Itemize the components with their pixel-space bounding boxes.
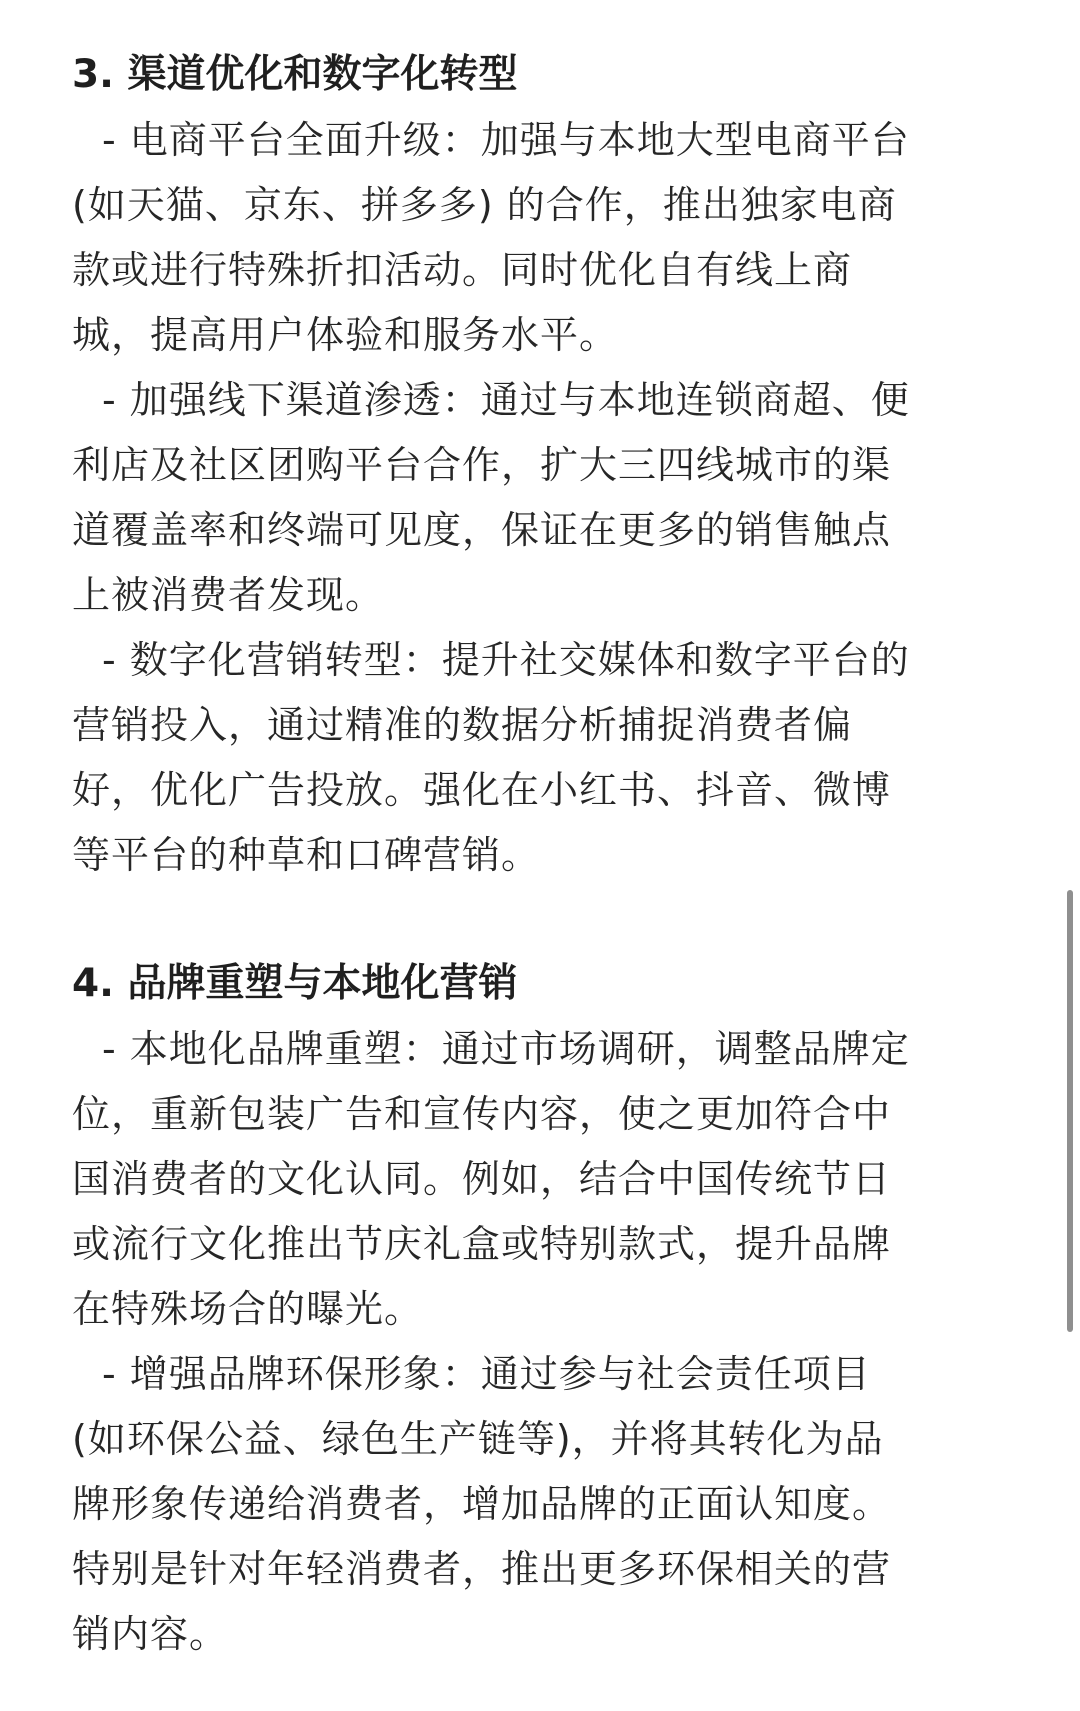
text-line: 款或进行特殊折扣活动。同时优化自有线上商 (72, 248, 853, 292)
section-title: 3. 渠道优化和数字化转型 (72, 52, 518, 97)
bullet-local-brand (72, 1017, 1002, 1342)
text-line: 位，重新包装广告和宣传内容，使之更加符合中 (72, 1092, 892, 1136)
text-line: 城，提高用户体验和服务水平。 (72, 313, 619, 357)
text-line: 在特殊场合的曝光。 (72, 1287, 424, 1331)
section-channel-optimization (72, 42, 1002, 888)
scrollbar-thumb[interactable] (1067, 890, 1073, 1332)
section-brand-reshaping (72, 951, 1002, 1667)
text-line: - 加强线下渠道渗透：通过与本地连锁商超、便 (102, 378, 910, 422)
text-line: 利店及社区团购平台合作，扩大三四线城市的渠 (72, 443, 892, 487)
text-line: - 本地化品牌重塑：通过市场调研，调整品牌定 (102, 1027, 910, 1071)
text-line: - 数字化营销转型：提升社交媒体和数字平台的 (102, 638, 910, 682)
text-line: 牌形象传递给消费者，增加品牌的正面认知度。 (72, 1482, 892, 1526)
text-line: 等平台的种草和口碑营销。 (72, 833, 541, 877)
text-line: (如环保公益、绿色生产链等)，并将其转化为品 (72, 1417, 884, 1461)
bullet-ecommerce-upgrade (72, 108, 1002, 368)
section-title: 4. 品牌重塑与本地化营销 (72, 961, 518, 1006)
text-line: 好，优化广告投放。强化在小红书、抖音、微博 (72, 768, 892, 812)
text-line: - 增强品牌环保形象：通过参与社会责任项目 (102, 1352, 871, 1396)
text-line: 国消费者的文化认同。例如，结合中国传统节日 (72, 1157, 892, 1201)
bullet-digital-marketing (72, 628, 1002, 888)
text-line: 销内容。 (72, 1612, 229, 1656)
article-content (72, 42, 1002, 1667)
text-line: 上被消费者发现。 (72, 573, 385, 617)
bullet-offline-channel (72, 368, 1002, 628)
text-line: - 电商平台全面升级：加强与本地大型电商平台 (102, 118, 910, 162)
text-line: (如天猫、京东、拼多多) 的合作，推出独家电商 (72, 183, 897, 227)
section-spacer (72, 888, 1002, 951)
text-line: 道覆盖率和终端可见度，保证在更多的销售触点 (72, 508, 892, 552)
text-line: 或流行文化推出节庆礼盒或特别款式，提升品牌 (72, 1222, 892, 1266)
text-line: 特别是针对年轻消费者，推出更多环保相关的营 (72, 1547, 892, 1591)
bullet-eco-image (72, 1342, 1002, 1667)
text-line: 营销投入，通过精准的数据分析捕捉消费者偏 (72, 703, 853, 747)
